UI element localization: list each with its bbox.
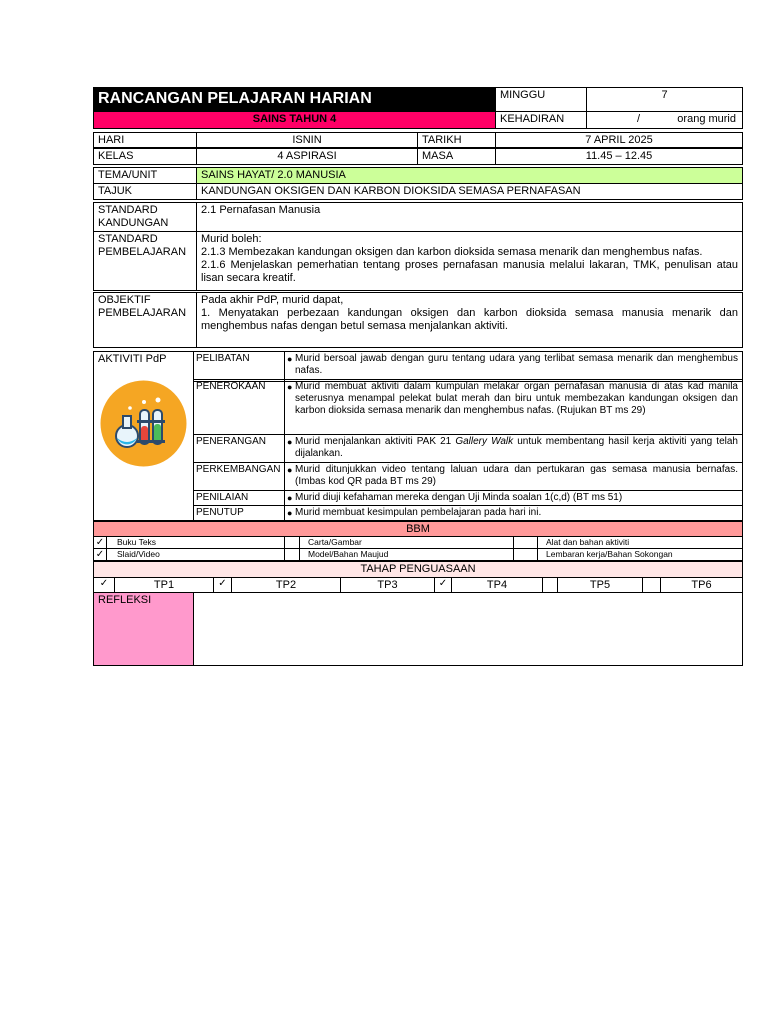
sp-label-line1: STANDARD	[98, 233, 158, 245]
refleksi-label: REFLEKSI	[93, 592, 194, 666]
checkmark-icon: ✓	[93, 548, 107, 561]
bbm-item-slaid-video: Slaid/Video	[106, 548, 285, 561]
step-penilaian-text	[284, 490, 743, 506]
tp4-label: TP4	[451, 577, 543, 593]
step-penerangan-text	[284, 434, 743, 463]
step-penilaian-label: PENILAIAN	[193, 490, 285, 506]
step-penerangan-desc-a: Murid menjalankan aktiviti PAK 21	[295, 436, 456, 447]
step-perkembangan-text	[284, 462, 743, 491]
kelas-label: KELAS	[93, 148, 197, 165]
tajuk-label: TAJUK	[93, 183, 197, 200]
bullet-icon: ●	[287, 493, 293, 503]
tp6-check-cell	[642, 577, 661, 593]
obj-label-line2: PEMBELAJARAN	[98, 307, 187, 319]
bullet-icon: ●	[287, 508, 293, 518]
bbm-item-model-bahan: Model/Bahan Maujud	[299, 548, 514, 561]
tp5-label: TP5	[557, 577, 643, 593]
lesson-plan-sheet	[93, 87, 743, 666]
tahap-penguasaan-header: TAHAP PENGUASAAN	[93, 561, 743, 578]
tp2-label: TP2	[231, 577, 341, 593]
science-test-tubes-icon	[100, 380, 187, 467]
masa-label: MASA	[417, 148, 496, 165]
sp-line-1: Murid boleh:	[201, 233, 262, 245]
step-penerokaan-desc: Murid membuat aktiviti dalam kumpulan melakar organ pernafasan manusia di atas kad manila seterusnya menampal pelekat bulat merah dan biru untuk membezakan kandungan oksigen dan karbon dioksida semasa menarik dan menghembus nafas. (Rujukan BT ms 29)	[295, 381, 738, 416]
hari-value: ISNIN	[196, 132, 418, 148]
tajuk-value: KANDUNGAN OKSIGEN DAN KARBON DIOKSIDA SEMASA PERNAFASAN	[196, 183, 743, 200]
tp3-label: TP3	[340, 577, 435, 593]
step-pelibatan-desc: Murid bersoal jawab dengan guru tentang udara yang terlibat semasa menarik dan menghembus nafas.	[295, 353, 738, 376]
step-pelibatan-text	[284, 351, 743, 382]
step-penerokaan-label: PENEROKAAN	[193, 379, 285, 435]
subject-banner: SAINS TAHUN 4	[93, 111, 496, 129]
hari-label: HARI	[93, 132, 197, 148]
tema-value: SAINS HAYAT/ 2.0 MANUSIA	[196, 167, 743, 184]
tarikh-label: TARIKH	[417, 132, 496, 148]
bbm-item-buku-teks: Buku Teks	[106, 536, 285, 549]
sp-label-line2: PEMBELAJARAN	[98, 246, 187, 258]
kehadiran-slash: /	[637, 113, 641, 125]
bullet-icon: ●	[287, 465, 293, 475]
tema-label: TEMA/UNIT	[93, 167, 197, 184]
sk-label-line1: STANDARD	[98, 204, 158, 216]
masa-value: 11.45 – 12.45	[495, 148, 743, 165]
step-penutup-label: PENUTUP	[193, 505, 285, 521]
standard-kandungan-value: 2.1 Pernafasan Manusia	[196, 202, 743, 232]
obj-line-2: 1. Menyatakan perbezaan kandungan oksigen dan karbon dioksida semasa manusia menarik dan menghembus nafas dengan betul semasa menjalankan aktiviti.	[201, 307, 738, 332]
kehadiran-suffix: orang murid	[677, 113, 736, 125]
kehadiran-label: KEHADIRAN	[495, 111, 587, 129]
step-penerangan-desc-b: untuk membentang hasil kerja aktiviti yang telah dijalankan.	[295, 436, 738, 459]
minggu-label: MINGGU	[495, 87, 587, 112]
checkmark-icon: ✓	[93, 577, 115, 593]
step-perkembangan-label: PERKEMBANGAN	[193, 462, 285, 491]
step-penerangan-desc	[295, 436, 738, 460]
aktiviti-label: AKTIVITI PdP	[98, 353, 167, 365]
step-penerangan-gallery-walk: Gallery Walk	[455, 436, 514, 447]
bbm-item-lembaran-kerja: Lembaran kerja/Bahan Sokongan	[537, 548, 743, 561]
minggu-value: 7	[586, 87, 743, 112]
bullet-icon: ●	[287, 437, 293, 447]
standard-pembelajaran-value	[196, 231, 743, 291]
sk-label-line2: KANDUNGAN	[98, 217, 169, 229]
sp-line-2: 2.1.3 Membezakan kandungan oksigen dan karbon dioksida semasa menarik dan menghembus nafas.	[201, 246, 703, 258]
tarikh-value: 7 APRIL 2025	[495, 132, 743, 148]
kelas-value: 4 ASPIRASI	[196, 148, 418, 165]
checkmark-icon: ✓	[213, 577, 232, 593]
bbm-header: BBM	[93, 521, 743, 537]
objektif-label	[93, 292, 197, 348]
refleksi-input[interactable]	[193, 592, 743, 666]
tp6-label: TP6	[660, 577, 743, 593]
sp-line-3: 2.1.6 Menjelaskan pemerhatian tentang proses pernafasan manusia melalui lakaran, TMK, penulisan atau lisan secara kreatif.	[201, 259, 738, 284]
step-penutup-desc: Murid membuat kesimpulan pembelajaran pada hari ini.	[295, 507, 542, 518]
bbm-item-alat-bahan: Alat dan bahan aktiviti	[537, 536, 743, 549]
step-pelibatan-label: PELIBATAN	[193, 351, 285, 382]
bullet-icon: ●	[287, 354, 293, 364]
bbm-item-carta-gambar: Carta/Gambar	[299, 536, 514, 549]
objektif-value	[196, 292, 743, 348]
standard-pembelajaran-label	[93, 231, 197, 291]
obj-label-line1: OBJEKTIF	[98, 294, 151, 306]
checkmark-icon	[513, 548, 538, 561]
tp1-label: TP1	[114, 577, 214, 593]
standard-kandungan-label	[93, 202, 197, 232]
bullet-icon: ●	[287, 382, 293, 392]
page-title: RANCANGAN PELAJARAN HARIAN	[93, 87, 496, 112]
checkmark-icon: ✓	[434, 577, 452, 593]
checkmark-icon	[284, 548, 300, 561]
tp5-check-cell	[542, 577, 558, 593]
step-perkembangan-desc: Murid ditunjukkan video tentang laluan udara dan pertukaran gas semasa manusia bernafas. (Imbas kod QR pada BT ms 29)	[295, 464, 738, 487]
step-penerangan-label: PENERANGAN	[193, 434, 285, 463]
step-penilaian-desc: Murid diuji kefahaman mereka dengan Uji Minda soalan 1(c,d) (BT ms 51)	[295, 492, 623, 503]
obj-line-1: Pada akhir PdP, murid dapat,	[201, 294, 344, 306]
step-penerokaan-text	[284, 379, 743, 435]
step-penutup-text	[284, 505, 743, 521]
checkmark-icon: ✓	[93, 536, 107, 549]
kehadiran-value	[586, 111, 743, 129]
